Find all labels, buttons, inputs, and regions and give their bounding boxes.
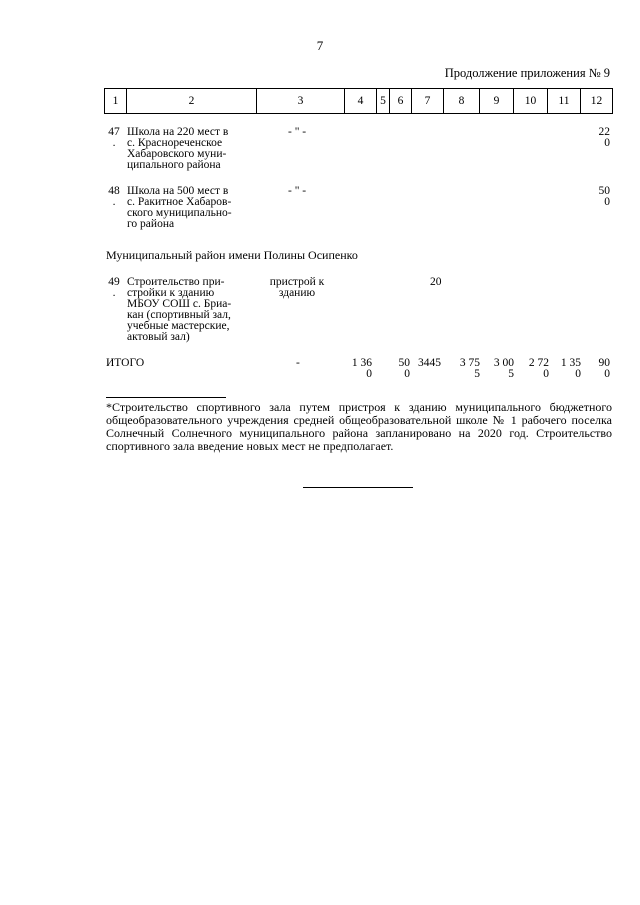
work-type: пристрой к зданию [269, 276, 325, 299]
total-col4: 1 36 0 [351, 357, 372, 380]
header-cell: 7 [412, 89, 444, 114]
header-cell: 6 [390, 89, 412, 114]
end-divider [303, 487, 413, 488]
section-title: Муниципальный район имени Полины Осипенко [106, 248, 358, 262]
footnote-divider [106, 397, 226, 398]
total-col3: - [296, 357, 300, 369]
header-cell: 11 [548, 89, 581, 114]
header-cell: 1 [105, 89, 127, 114]
ditto-mark: - " - [288, 185, 307, 197]
total-col12: 90 0 [598, 357, 610, 380]
total-col11: 1 35 0 [560, 357, 581, 380]
header-cell: 12 [581, 89, 613, 114]
header-cell: 8 [444, 89, 480, 114]
value-col12: 50 0 [598, 185, 610, 208]
header-cell: 10 [514, 89, 548, 114]
appendix-caption: Продолжение приложения № 9 [444, 66, 610, 80]
row-number: 48 . [108, 185, 120, 208]
object-name: Школа на 220 мест в с. Краснореченское Хабаровского муни- ципального района [127, 126, 229, 171]
header-cell: 9 [480, 89, 514, 114]
total-col9: 3 00 5 [493, 357, 514, 380]
total-col8: 3 75 5 [459, 357, 480, 380]
footnote-text: *Строительство спортивного зала путем пристроя к зданию муниципального бюджетного общеобразовательного учреждения средней общеобразовательной школе № 1 рабочего поселка Солнечный Солнечного муниципального района запланировано на 2020 год. Строительство спортивного зала введение новых мест не предполагает. [106, 400, 612, 453]
total-label: ИТОГО [106, 357, 145, 369]
header-cell: 4 [345, 89, 377, 114]
header-cell: 3 [257, 89, 345, 114]
column-header-table [104, 88, 613, 114]
header-cell: 5 [377, 89, 390, 114]
total-col7: 3445 [418, 357, 441, 369]
value-col7: 20 [430, 276, 442, 288]
object-name: Строительство при- стройки к зданию МБОУ СОШ с. Бриа- кан (спортивный зал, учебные мастерские, актовый зал) [127, 276, 232, 343]
row-number: 47 . [108, 126, 120, 149]
row-number: 49 . [108, 276, 120, 299]
page-number: 7 [316, 38, 324, 53]
total-col6: 50 0 [398, 357, 410, 380]
header-row [105, 89, 613, 114]
header-cell: 2 [127, 89, 257, 114]
value-col12: 22 0 [598, 126, 610, 149]
total-col10: 2 72 0 [528, 357, 549, 380]
ditto-mark: - " - [288, 126, 307, 138]
object-name: Школа на 500 мест в с. Ракитное Хабаров- ского муниципально- го района [127, 185, 232, 230]
